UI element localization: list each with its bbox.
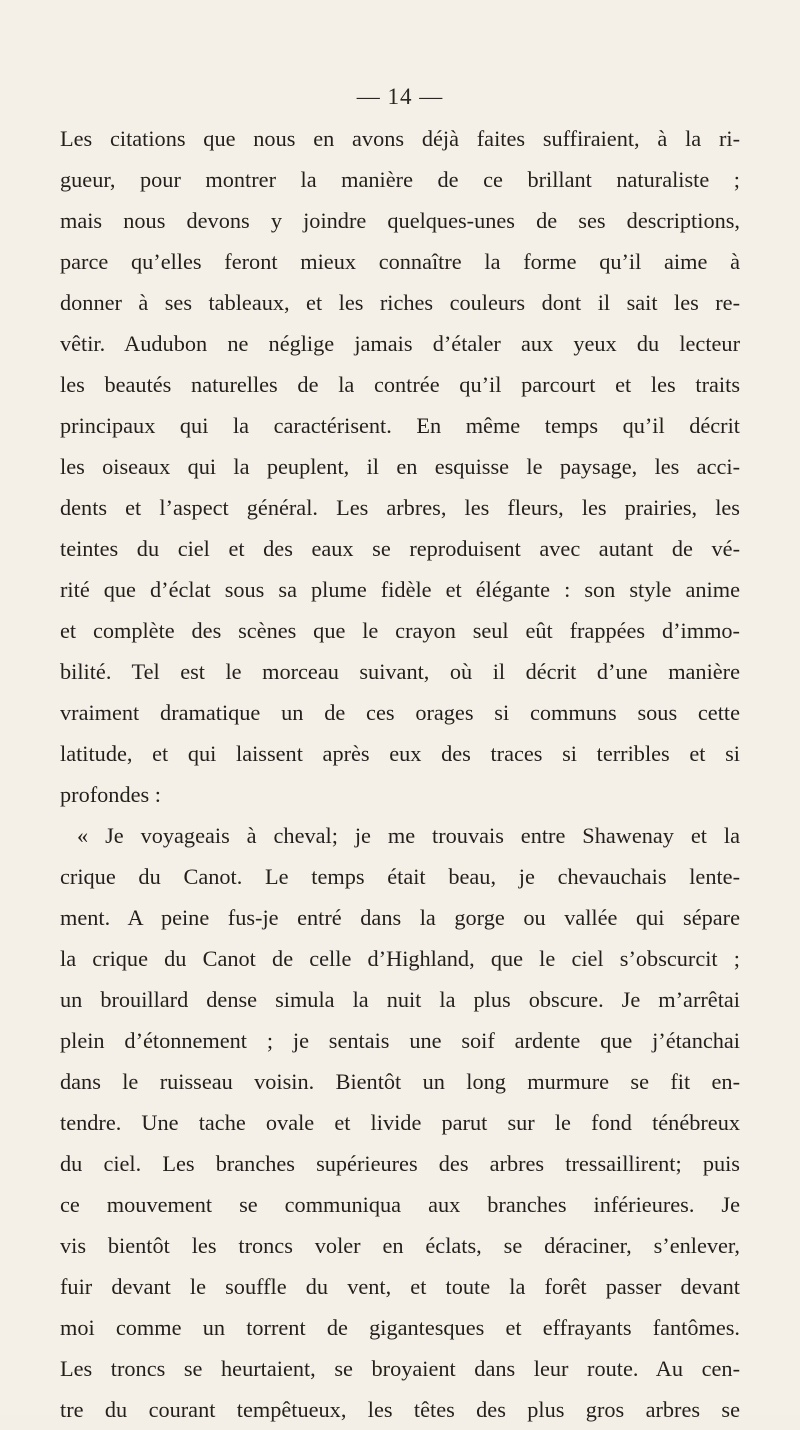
text-line: et complète des scènes que le crayon seul eût frappées d’immo-	[60, 618, 740, 643]
text-line: moi comme un torrent de gigantesques et effrayants fantômes.	[60, 1315, 740, 1340]
text-line: vis bientôt les troncs voler en éclats, se déraciner, s’enlever,	[60, 1233, 740, 1258]
text-line: plein d’étonnement ; je sentais une soif ardente que j’étanchai	[60, 1028, 740, 1053]
text-line: parce qu’elles feront mieux connaître la forme qu’il aime à	[60, 249, 740, 274]
text-line: fuir devant le souffle du vent, et toute la forêt passer devant	[60, 1274, 740, 1299]
text-line: les beautés naturelles de la contrée qu’il parcourt et les traits	[60, 372, 740, 397]
text-line: tre du courant tempêtueux, les têtes des plus gros arbres se	[60, 1397, 740, 1422]
text-line: ment. A peine fus-je entré dans la gorge ou vallée qui sépare	[60, 905, 740, 930]
text-line: dans le ruisseau voisin. Bientôt un long murmure se fit en-	[60, 1069, 740, 1094]
text-line: vraiment dramatique un de ces orages si communs sous cette	[60, 700, 740, 725]
text-line: les oiseaux qui la peuplent, il en esquisse le paysage, les acci-	[60, 454, 740, 479]
text-line: latitude, et qui laissent après eux des traces si terribles et si	[60, 741, 740, 766]
text-line: crique du Canot. Le temps était beau, je chevauchais lente-	[60, 864, 740, 889]
text-line: principaux qui la caractérisent. En même temps qu’il décrit	[60, 413, 740, 438]
text-line: du ciel. Les branches supérieures des arbres tressaillirent; puis	[60, 1151, 740, 1176]
text-line: teintes du ciel et des eaux se reproduisent avec autant de vé-	[60, 536, 740, 561]
body-text	[60, 118, 740, 1430]
text-line: vêtir. Audubon ne néglige jamais d’étaler aux yeux du lecteur	[60, 331, 740, 356]
text-line: dents et l’aspect général. Les arbres, les fleurs, les prairies, les	[60, 495, 740, 520]
text-line: tendre. Une tache ovale et livide parut sur le fond ténébreux	[60, 1110, 740, 1135]
text-line: gueur, pour montrer la manière de ce brillant naturaliste ;	[60, 167, 740, 192]
text-line: rité que d’éclat sous sa plume fidèle et élégante : son style anime	[60, 577, 740, 602]
text-line: bilité. Tel est le morceau suivant, où il décrit d’une manière	[60, 659, 740, 684]
paragraph-end-line: profondes :	[60, 782, 161, 807]
text-line: Les troncs se heurtaient, se broyaient dans leur route. Au cen-	[60, 1356, 740, 1381]
page-number-header: — 14 —	[356, 84, 444, 109]
text-line: la crique du Canot de celle d’Highland, que le ciel s’obscurcit ;	[60, 946, 740, 971]
text-line: Les citations que nous en avons déjà faites suffiraient, à la ri-	[60, 126, 740, 151]
text-line: donner à ses tableaux, et les riches couleurs dont il sait les re-	[60, 290, 740, 315]
text-line: mais nous devons y joindre quelques-unes de ses descriptions,	[60, 208, 740, 233]
text-line: un brouillard dense simula la nuit la plus obscure. Je m’arrêtai	[60, 987, 740, 1012]
text-line: ce mouvement se communiqua aux branches inférieures. Je	[60, 1192, 740, 1217]
quote-start-line: « Je voyageais à cheval; je me trouvais entre Shawenay et la	[77, 823, 740, 848]
